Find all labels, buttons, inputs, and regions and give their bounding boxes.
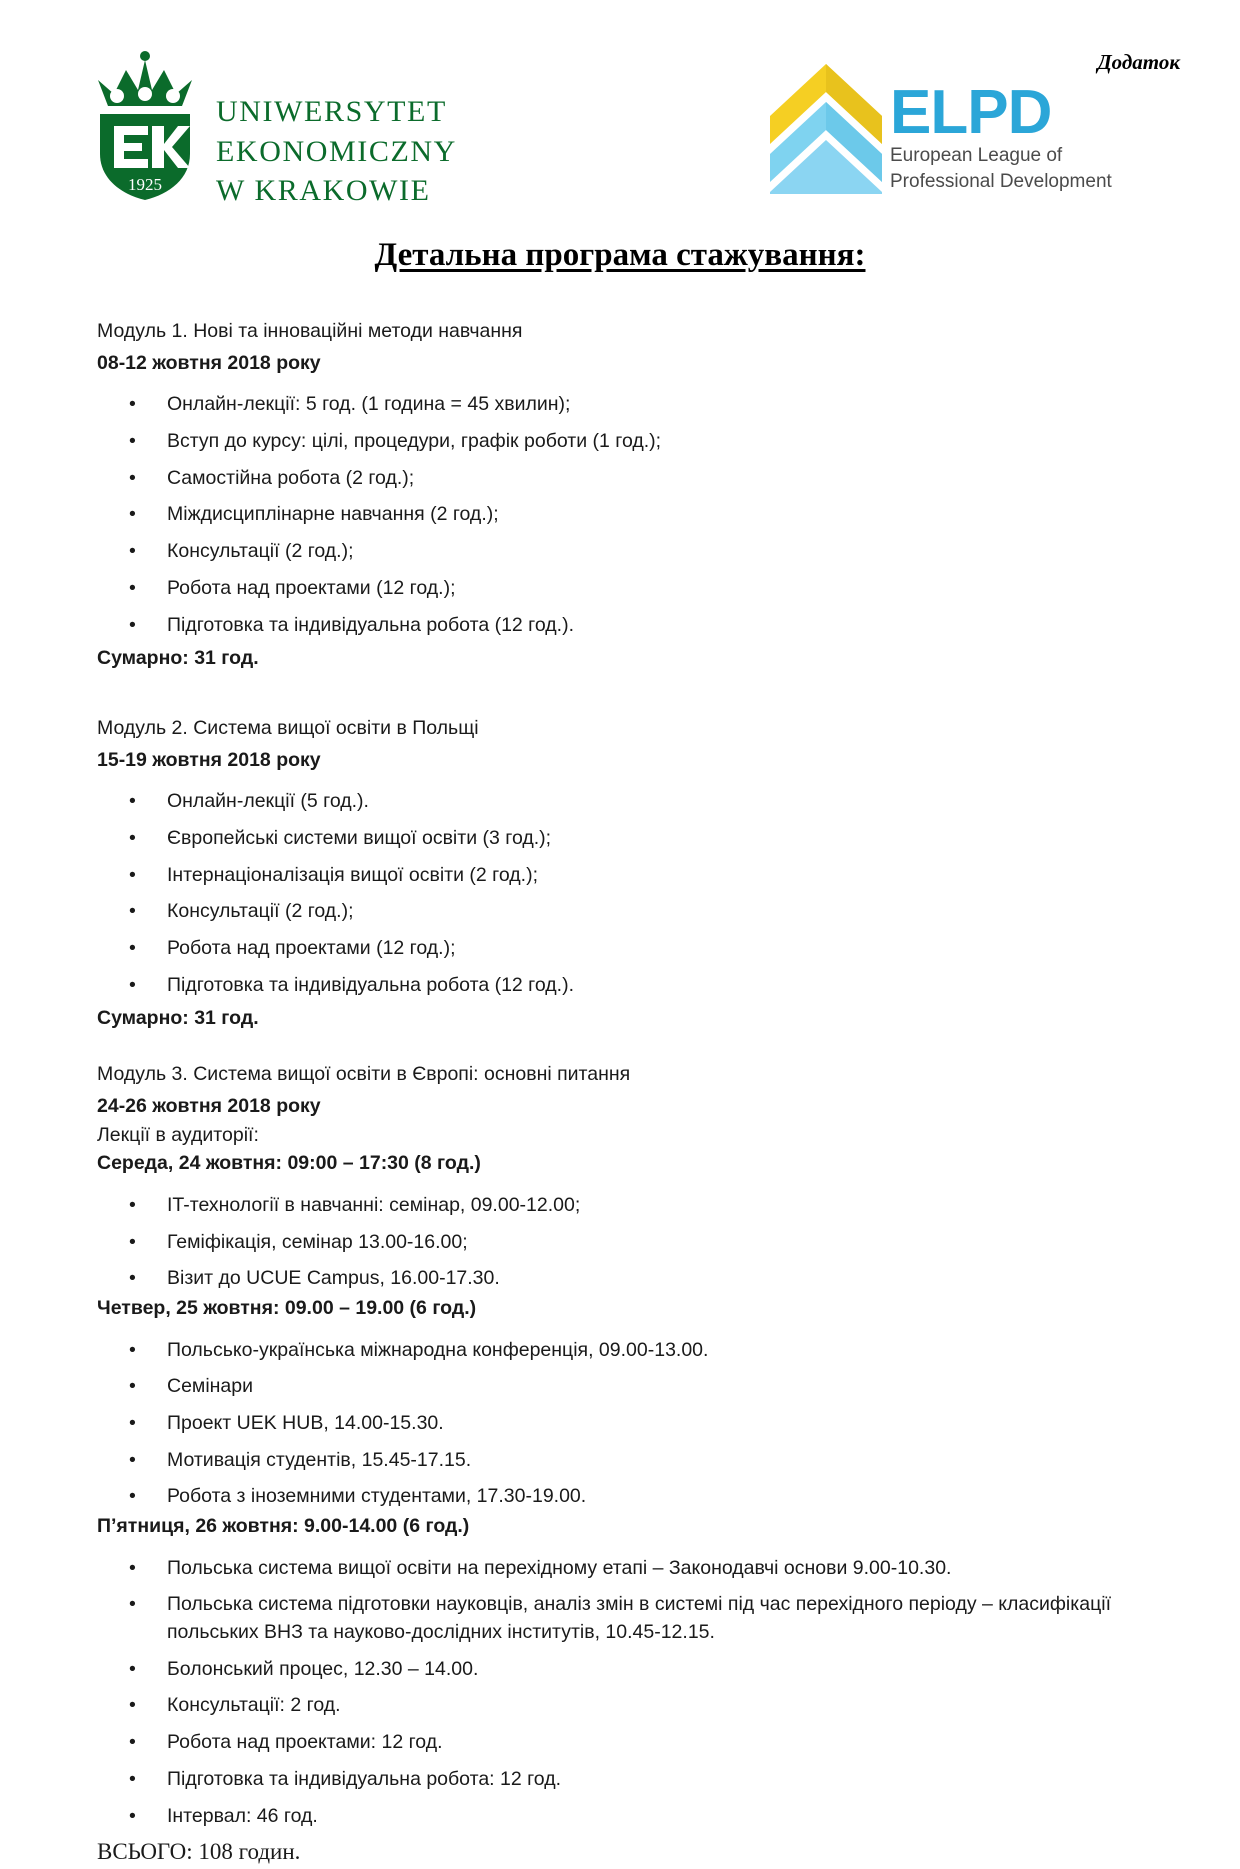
list-item [97,1337,1180,1365]
bullet-icon: • [129,430,136,453]
bullet-icon: • [129,826,136,849]
list-item [97,862,1180,890]
bullet-icon: • [129,1694,136,1717]
elpd-chevron-icon [770,58,882,194]
list-item-label: Візит до UCUE Campus, 16.00-17.30. [167,1267,500,1290]
module-3-title: Модуль 3. Система вищої освіти в Європі: основні питання [97,1063,631,1086]
list-item [97,1483,1180,1511]
list-item-label: Робота з іноземними студентами, 17.30-19.00. [167,1485,587,1508]
list-item [97,972,1180,1000]
list-item-label: Підготовка та індивідуальна робота (12 год.). [167,613,574,636]
bullet-icon: • [129,900,136,923]
list-item-label: Підготовка та індивідуальна робота (12 год.). [167,973,574,996]
list-item [97,1229,1180,1257]
document-header [0,0,1240,215]
list-item [97,612,1180,640]
list-item-label: IT-технології в навчанні: семінар, 09.00-12.00; [167,1193,581,1216]
list-item [97,428,1180,456]
list-item [97,1729,1180,1757]
module-2-title: Модуль 2. Система вищої освіти в Польщі [97,716,479,739]
module-3-dates: 24-26 жовтня 2018 року [97,1094,321,1117]
list-item-label: Мотивація студентів, 15.45-17.15. [167,1448,472,1471]
elpd-acronym: ELPD [890,78,1052,147]
elpd-subtitle-line2: Professional Development [890,171,1112,193]
uek-crest-icon [92,48,198,203]
bullet-icon: • [129,1593,136,1616]
list-item-label: Вступ до курсу: цілі, процедури, графік роботи (1 год.); [167,430,662,453]
module-2-dates: 15-19 жовтня 2018 року [97,748,321,771]
bullet-icon: • [129,1657,136,1680]
list-item [97,1373,1180,1401]
list-item-label: Геміфікація, семінар 13.00-16.00; [167,1230,468,1253]
list-item [97,1656,1180,1684]
list-item-label: Консультації (2 год.); [167,540,354,563]
uek-wordmark-line3: W KRAKOWIE [216,174,431,208]
bullet-icon: • [129,1556,136,1579]
bullet-icon: • [129,1375,136,1398]
module-3-note: Лекції в аудиторії: [97,1124,259,1147]
uek-wordmark-line2: EKONOMICZNY [216,134,457,168]
annex-label: Додаток [1097,50,1180,74]
list-item [97,788,1180,816]
list-item [97,1692,1180,1720]
module-1-summary: Сумарно: 31 год. [97,647,259,670]
bullet-icon: • [129,1193,136,1216]
list-item-label: Інтернаціоналізація вищої освіти (2 год.); [167,863,538,886]
list-item [97,1555,1180,1583]
list-item-label: Робота над проектами (12 год.); [167,576,456,599]
list-item-label: Польська система вищої освіти на перехідному етапі – Законодавчі основи 9.00-10.30. [167,1556,952,1579]
list-item [97,898,1180,926]
module-2-items [97,788,1180,999]
bullet-icon: • [129,613,136,636]
module-2-summary: Сумарно: 31 год. [97,1007,259,1030]
list-item [97,391,1180,419]
uek-wordmark-line1: UNIWERSYTET [216,95,447,128]
bullet-icon: • [129,503,136,526]
document-body [0,318,1240,1869]
list-item-label: Консультації: 2 год. [167,1694,341,1717]
list-item [97,1410,1180,1438]
grand-total: ВСЬОГО: 108 годин. [97,1839,301,1865]
module-1-dates: 08-12 жовтня 2018 року [97,351,321,374]
list-item [97,1447,1180,1475]
bullet-icon: • [129,1767,136,1790]
module-3-day-3-items [97,1555,1180,1831]
list-item [97,1192,1180,1220]
list-item-label: Робота над проектами (12 год.); [167,937,456,959]
list-item [97,1766,1180,1794]
bullet-icon: • [129,1448,136,1471]
uek-logo [92,48,457,211]
uek-year-label: 1925 [128,175,162,194]
bullet-icon: • [129,540,136,563]
elpd-logo [770,58,1112,194]
bullet-icon: • [129,1411,136,1434]
bullet-icon: • [129,790,136,813]
bullet-icon: • [129,1485,136,1508]
list-item [97,575,1180,603]
list-item-label: Болонський процес, 12.30 – 14.00. [167,1657,479,1680]
list-item [97,501,1180,529]
elpd-subtitle-line1: European League of [890,145,1063,167]
list-item-label: Консультації (2 год.); [167,900,354,923]
uek-wordmark [216,48,457,211]
module-1 [97,318,1180,673]
bullet-icon: • [129,393,136,416]
module-1-items [97,391,1180,639]
bullet-icon: • [129,1338,136,1361]
list-item-label: Інтервал: 46 год. [167,1804,318,1827]
list-item [97,538,1180,566]
module-3-day-2-items [97,1337,1180,1511]
list-item-label: Міждисциплінарне навчання (2 год.); [167,503,499,526]
list-item [97,1803,1180,1831]
bullet-icon: • [129,1267,136,1290]
module-3-day-2-heading: Четвер, 25 жовтня: 09.00 – 19.00 (6 год.) [97,1296,477,1319]
bullet-icon: • [129,937,136,959]
section-spacer [97,679,1180,715]
list-item-label: Польсько-українська міжнародна конференція, 09.00-13.00. [167,1338,709,1361]
list-item [97,465,1180,493]
bullet-icon: • [129,863,136,886]
list-item-label: Онлайн-лекції (5 год.). [167,790,369,813]
bullet-icon: • [129,973,136,996]
bullet-icon: • [129,466,136,489]
bullet-icon: • [129,576,136,599]
list-item-label: Польська система підготовки науковців, аналіз змін в системі під час перехідного періоду – класифікації польських ВНЗ та науково-дослідних інститутів, 10.45-12.15. [167,1593,1111,1644]
module-2 [97,715,1180,1033]
list-item [97,1591,1180,1646]
list-item-label: Семінари [167,1375,254,1398]
module-3-day-1-items [97,1192,1180,1293]
list-item-label: Онлайн-лекції: 5 год. (1 година = 45 хвилин); [167,393,571,416]
module-3 [97,1061,1180,1830]
module-3-day-1-heading: Середа, 24 жовтня: 09:00 – 17:30 (8 год.) [97,1152,481,1175]
list-item [97,1265,1180,1293]
module-3-day-3-heading: П’ятниця, 26 жовтня: 9.00-14.00 (6 год.) [97,1515,470,1537]
page-title: Детальна програма стажування: [374,237,866,273]
module-1-title: Модуль 1. Нові та інноваційні методи навчання [97,320,523,342]
section-spacer [97,1039,1180,1061]
list-item-label: Проект UEK HUB, 14.00-15.30. [167,1411,444,1434]
list-item-label: Підготовка та індивідуальна робота: 12 год. [167,1767,561,1790]
list-item-label: Європейські системи вищої освіти (3 год.); [167,826,552,849]
list-item [97,825,1180,853]
list-item-label: Самостійна робота (2 год.); [167,466,415,489]
bullet-icon: • [129,1731,136,1754]
bullet-icon: • [129,1230,136,1253]
list-item [97,935,1180,963]
bullet-icon: • [129,1804,136,1827]
list-item-label: Робота над проектами: 12 год. [167,1731,443,1754]
elpd-wordmark [882,58,1112,193]
